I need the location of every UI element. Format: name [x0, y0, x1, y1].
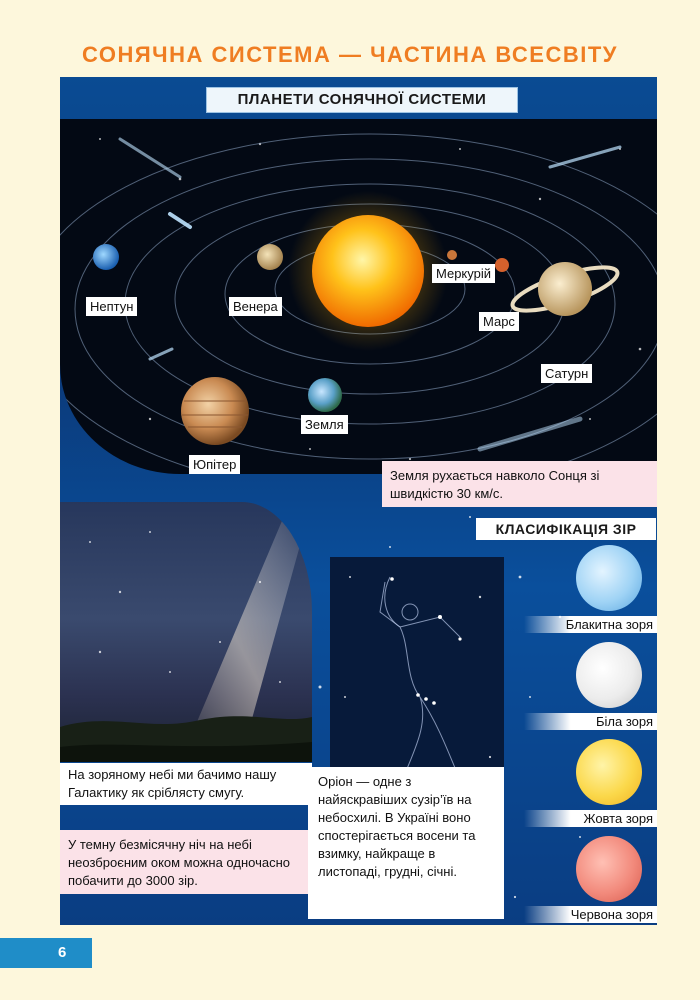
- red-star-orb: [576, 836, 642, 902]
- saturn: [538, 262, 592, 316]
- star-white-label: Біла зоря: [524, 713, 657, 730]
- earth: [308, 378, 342, 412]
- label-neptune: Нептун: [86, 297, 137, 316]
- mercury: [447, 250, 457, 260]
- star-white: [524, 642, 657, 732]
- label-mars: Марс: [479, 312, 519, 331]
- blue-star-orb: [576, 545, 642, 611]
- earth-speed-note: Земля рухається навколо Сонця зі швидкістю 30 км/с.: [382, 461, 657, 507]
- label-mercury: Меркурій: [432, 264, 495, 283]
- milky-way-photo: [60, 502, 312, 762]
- label-saturn: Сатурн: [541, 364, 592, 383]
- yellow-star-orb: [576, 739, 642, 805]
- star-red-label: Червона зоря: [524, 906, 657, 923]
- solar-system-header: ПЛАНЕТИ СОНЯЧНОЇ СИСТЕМИ: [206, 87, 518, 113]
- milky-way-illustration: [60, 502, 312, 762]
- page-title: СОНЯЧНА СИСТЕМА — ЧАСТИНА ВСЕСВІТУ: [82, 42, 618, 67]
- galaxy-caption: На зоряному небі ми бачимо нашу Галактику як сріблясту смугу.: [60, 763, 312, 805]
- stars-count-note: У темну безмісячну ніч на небі неозброєним оком можна одночасно побачити до 3000 зір.: [60, 830, 308, 894]
- mars: [495, 258, 509, 272]
- star-red: [524, 836, 657, 925]
- orbits-illustration: [60, 119, 657, 474]
- content-panel: [60, 77, 657, 925]
- star-yellow-label: Жовта зоря: [524, 810, 657, 827]
- page-number: 6: [0, 938, 92, 968]
- label-earth: Земля: [301, 415, 348, 434]
- star-blue: [524, 545, 657, 635]
- star-blue-label: Блакитна зоря: [524, 616, 657, 633]
- venus: [257, 244, 283, 270]
- star-yellow: [524, 739, 657, 829]
- label-jupiter: Юпітер: [189, 455, 240, 474]
- neptune: [93, 244, 119, 270]
- solar-system-diagram: [60, 119, 657, 474]
- jupiter: [181, 377, 249, 445]
- orion-caption: Оріон — одне з найяскравіших сузір’їв на небосхилі. В Україні воно спостерігається восени та взимку, найкраще в листопаді, грудні, січні.: [308, 767, 504, 919]
- star-classification-title: КЛАСИФІКАЦІЯ ЗІР: [476, 518, 656, 540]
- white-star-orb: [576, 642, 642, 708]
- label-venus: Венера: [229, 297, 282, 316]
- sun: [312, 215, 424, 327]
